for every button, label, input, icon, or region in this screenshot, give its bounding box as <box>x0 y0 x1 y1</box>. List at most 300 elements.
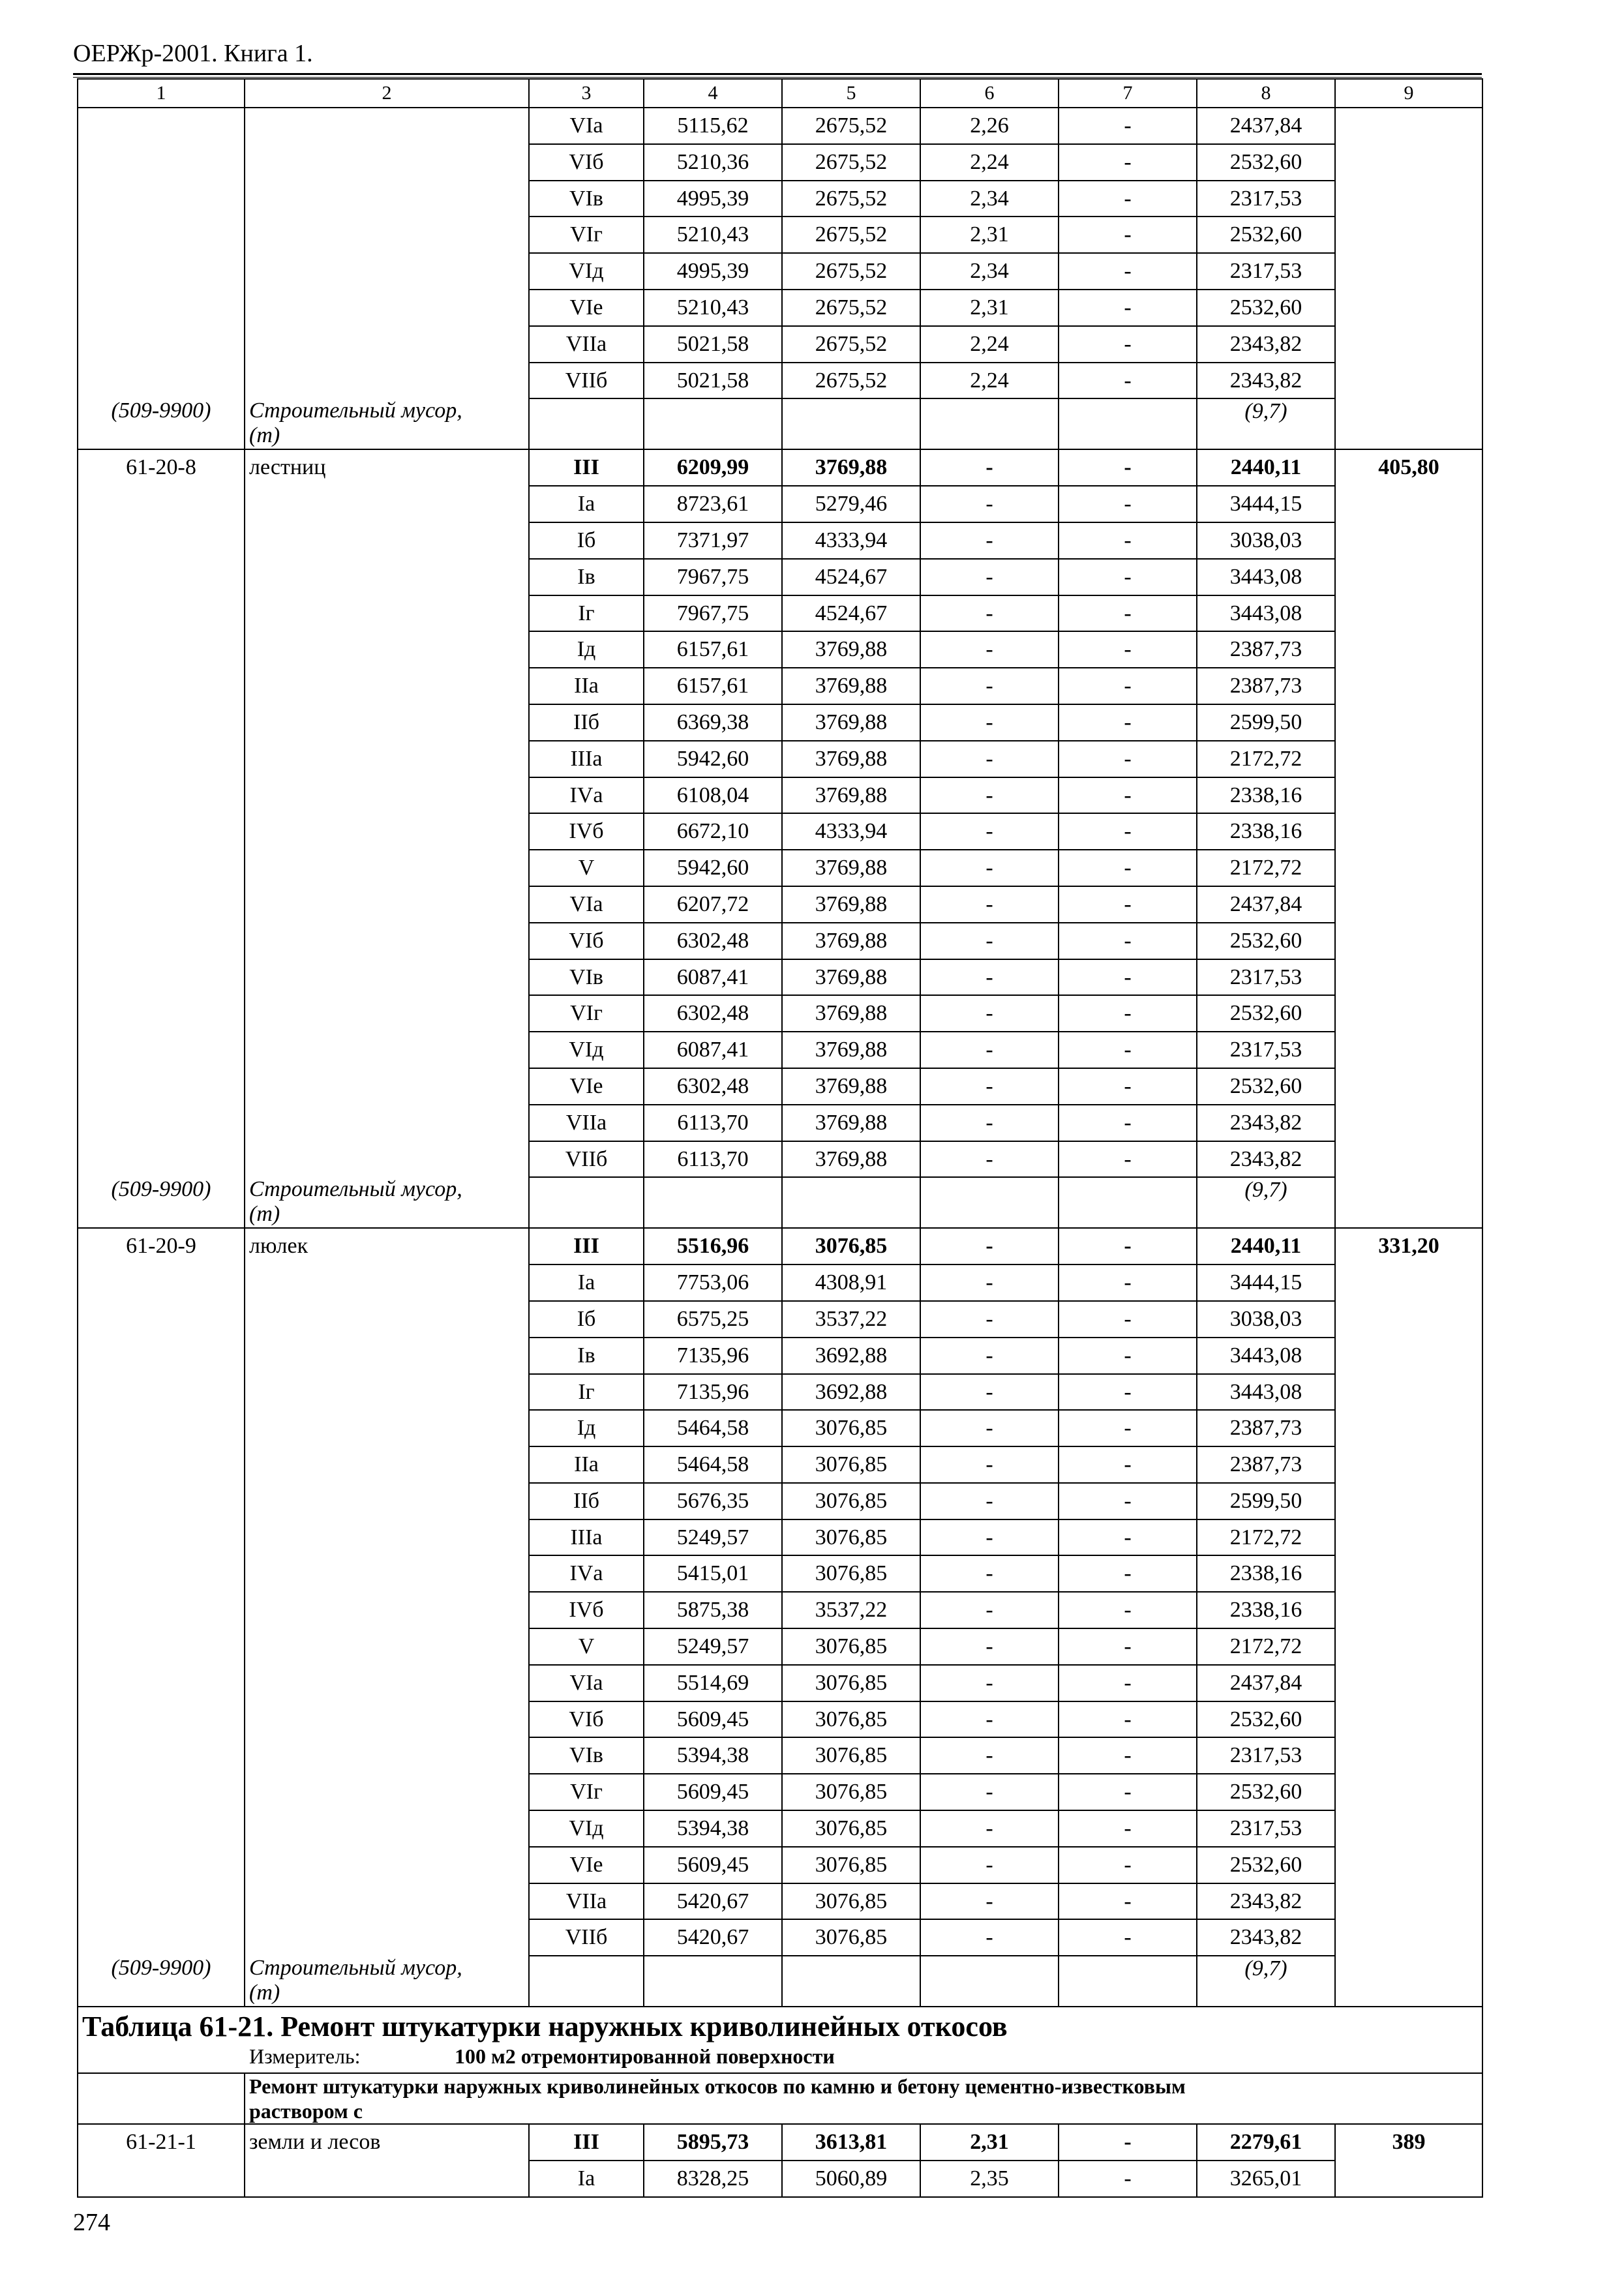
value-cell: 2532,60 <box>1197 290 1335 326</box>
value-cell: 3769,88 <box>782 1068 920 1105</box>
value-cell: 4308,91 <box>782 1264 920 1301</box>
value-cell: 6157,61 <box>644 631 782 668</box>
table-row <box>78 1338 1482 1374</box>
empty-cell <box>78 253 245 290</box>
value-cell: 3076,85 <box>782 1228 920 1264</box>
value-cell: - <box>920 1068 1059 1105</box>
column-number: 9 <box>1335 79 1482 108</box>
value-cell: 5060,89 <box>782 2161 920 2197</box>
value-cell: 3076,85 <box>782 1701 920 1738</box>
value-cell: - <box>1059 486 1197 522</box>
zone-code: VIг <box>529 217 644 253</box>
value-cell: 6108,04 <box>644 777 782 814</box>
table-row <box>78 668 1482 704</box>
table-row <box>78 1374 1482 1411</box>
item-code: 61-20-9 <box>78 1228 245 1264</box>
table-61-21-description-row <box>78 2073 1482 2124</box>
value-cell: 5609,45 <box>644 1701 782 1738</box>
empty-cell <box>245 108 529 144</box>
empty-cell <box>1335 704 1482 741</box>
table-row <box>78 1519 1482 1556</box>
zone-code: VIб <box>529 1701 644 1738</box>
table-row <box>78 449 1482 486</box>
empty-cell <box>78 1264 245 1301</box>
value-cell: - <box>920 1701 1059 1738</box>
value-cell: 2,24 <box>920 363 1059 399</box>
empty-cell <box>245 668 529 704</box>
value-cell: 2,31 <box>920 217 1059 253</box>
empty-cell <box>1335 1555 1482 1592</box>
value-cell: 5394,38 <box>644 1810 782 1847</box>
empty-cell <box>1335 1410 1482 1446</box>
value-cell: 3769,88 <box>782 959 920 996</box>
table-row <box>78 1701 1482 1738</box>
empty-cell <box>1335 1301 1482 1338</box>
zone-code: IIIа <box>529 741 644 777</box>
value-cell: 4995,39 <box>644 253 782 290</box>
empty-cell <box>78 2073 245 2124</box>
trash-label <box>245 398 529 449</box>
value-cell: 8328,25 <box>644 2161 782 2197</box>
value-cell: 6672,10 <box>644 813 782 850</box>
rates-table <box>77 78 1483 2198</box>
value-cell: 5394,38 <box>644 1737 782 1774</box>
value-cell: 5514,69 <box>644 1665 782 1701</box>
empty-cell <box>78 886 245 923</box>
value-cell: - <box>1059 1483 1197 1519</box>
value-cell: - <box>1059 1883 1197 1920</box>
value-cell: - <box>920 559 1059 595</box>
value-cell: - <box>920 1555 1059 1592</box>
table-row <box>78 1301 1482 1338</box>
empty-cell <box>1059 398 1197 449</box>
table-row <box>78 144 1482 181</box>
value-cell: 5464,58 <box>644 1410 782 1446</box>
empty-cell <box>1335 253 1482 290</box>
value-cell: - <box>920 1810 1059 1847</box>
empty-cell <box>245 559 529 595</box>
empty-cell <box>1335 290 1482 326</box>
value-cell: - <box>920 449 1059 486</box>
table-61-21-description <box>245 2073 1482 2124</box>
value-cell: - <box>920 1628 1059 1665</box>
empty-cell <box>78 1105 245 1141</box>
zone-code: VIе <box>529 1847 644 1883</box>
table-row <box>78 2161 1482 2197</box>
value-cell: - <box>1059 959 1197 996</box>
empty-cell <box>1335 1665 1482 1701</box>
empty-cell <box>78 1701 245 1738</box>
value-cell: 5420,67 <box>644 1883 782 1920</box>
value-cell: 2338,16 <box>1197 813 1335 850</box>
empty-cell <box>78 1628 245 1665</box>
table-row <box>78 850 1482 886</box>
empty-cell <box>1335 1338 1482 1374</box>
value-cell: - <box>920 1301 1059 1338</box>
item-col9: 389 <box>1335 2124 1482 2161</box>
empty-cell <box>245 631 529 668</box>
value-cell: 5942,60 <box>644 741 782 777</box>
empty-cell <box>78 1446 245 1483</box>
empty-cell <box>245 923 529 959</box>
value-cell: - <box>920 704 1059 741</box>
trash-value: (9,7) <box>1197 398 1335 449</box>
empty-cell <box>782 398 920 449</box>
value-cell: 3443,08 <box>1197 559 1335 595</box>
value-cell: - <box>1059 290 1197 326</box>
value-cell: - <box>920 1264 1059 1301</box>
table-row <box>78 995 1482 1032</box>
value-cell: 7967,75 <box>644 595 782 632</box>
empty-cell <box>78 595 245 632</box>
zone-code: VIг <box>529 1774 644 1810</box>
value-cell: - <box>920 1883 1059 1920</box>
empty-cell <box>1335 1810 1482 1847</box>
value-cell: - <box>1059 326 1197 363</box>
table-row <box>78 741 1482 777</box>
value-cell: 3769,88 <box>782 850 920 886</box>
value-cell: - <box>1059 522 1197 559</box>
value-cell: 3769,88 <box>782 631 920 668</box>
value-cell: - <box>1059 631 1197 668</box>
table-row <box>78 1774 1482 1810</box>
empty-cell <box>78 1374 245 1411</box>
empty-cell <box>78 1665 245 1701</box>
value-cell: - <box>920 959 1059 996</box>
table-title: Таблица 61-21. Ремонт штукатурки наружных криволинейных откосов <box>82 2011 1008 2043</box>
value-cell: - <box>920 886 1059 923</box>
empty-cell <box>1335 850 1482 886</box>
zone-code: VIд <box>529 253 644 290</box>
value-cell: 3769,88 <box>782 1141 920 1178</box>
value-cell: 2599,50 <box>1197 1483 1335 1519</box>
value-cell: - <box>1059 668 1197 704</box>
table-61-21-header <box>78 2007 1482 2073</box>
empty-cell <box>78 1301 245 1338</box>
empty-cell <box>245 1483 529 1519</box>
empty-cell <box>78 668 245 704</box>
value-cell: - <box>920 1737 1059 1774</box>
empty-cell <box>1335 668 1482 704</box>
column-number: 4 <box>644 79 782 108</box>
empty-cell <box>245 2161 529 2197</box>
table-row <box>78 1737 1482 1774</box>
value-cell: 6113,70 <box>644 1105 782 1141</box>
value-cell: 5895,73 <box>644 2124 782 2161</box>
empty-cell <box>245 1628 529 1665</box>
empty-cell <box>644 1177 782 1228</box>
value-cell: 2532,60 <box>1197 1701 1335 1738</box>
empty-cell <box>78 777 245 814</box>
column-number: 1 <box>78 79 245 108</box>
value-cell: - <box>1059 1105 1197 1141</box>
empty-cell <box>78 2161 245 2197</box>
value-cell: 2599,50 <box>1197 704 1335 741</box>
value-cell: - <box>1059 850 1197 886</box>
zone-code: Iд <box>529 1410 644 1446</box>
table-row <box>78 1483 1482 1519</box>
value-cell: 7371,97 <box>644 522 782 559</box>
empty-cell <box>1335 631 1482 668</box>
zone-code: IIIа <box>529 1519 644 1556</box>
value-cell: - <box>1059 144 1197 181</box>
zone-code: Iд <box>529 631 644 668</box>
value-cell: 8723,61 <box>644 486 782 522</box>
empty-cell <box>1335 1737 1482 1774</box>
value-cell: - <box>1059 363 1197 399</box>
value-cell: 5420,67 <box>644 1919 782 1956</box>
empty-cell <box>245 1519 529 1556</box>
trash-code: (509-9900) <box>78 398 245 449</box>
empty-cell <box>1335 1068 1482 1105</box>
empty-cell <box>78 1555 245 1592</box>
value-cell: 2,31 <box>920 290 1059 326</box>
trash-label-line2: (т) <box>249 423 280 448</box>
empty-cell <box>245 1301 529 1338</box>
empty-cell <box>245 1847 529 1883</box>
empty-cell <box>1335 813 1482 850</box>
empty-cell <box>245 995 529 1032</box>
empty-cell <box>78 850 245 886</box>
value-cell: - <box>1059 1141 1197 1178</box>
zone-code: IVа <box>529 777 644 814</box>
trash-value: (9,7) <box>1197 1177 1335 1228</box>
zone-code: VIб <box>529 144 644 181</box>
empty-cell <box>1335 363 1482 399</box>
table-row <box>78 595 1482 632</box>
item-code: 61-21-1 <box>78 2124 245 2161</box>
empty-cell <box>1335 1919 1482 1956</box>
value-cell: 2532,60 <box>1197 1847 1335 1883</box>
empty-cell <box>78 959 245 996</box>
empty-cell <box>245 326 529 363</box>
value-cell: 4524,67 <box>782 559 920 595</box>
value-cell: 3076,85 <box>782 1483 920 1519</box>
value-cell: 3769,88 <box>782 1105 920 1141</box>
empty-cell <box>245 253 529 290</box>
value-cell: 2675,52 <box>782 253 920 290</box>
value-cell: 2,34 <box>920 253 1059 290</box>
empty-cell <box>245 144 529 181</box>
value-cell: 3076,85 <box>782 1774 920 1810</box>
value-cell: 7135,96 <box>644 1338 782 1374</box>
trash-label <box>245 1177 529 1228</box>
empty-cell <box>245 813 529 850</box>
empty-cell <box>78 1141 245 1178</box>
table-row <box>78 253 1482 290</box>
table-row <box>78 559 1482 595</box>
value-cell: 2343,82 <box>1197 1883 1335 1920</box>
table-row <box>78 326 1482 363</box>
zone-code: III <box>529 2124 644 2161</box>
value-cell: 2675,52 <box>782 181 920 217</box>
value-cell: 5249,57 <box>644 1628 782 1665</box>
value-cell: 3076,85 <box>782 1555 920 1592</box>
zone-code: IVа <box>529 1555 644 1592</box>
value-cell: 6302,48 <box>644 923 782 959</box>
empty-cell <box>245 850 529 886</box>
value-cell: 2532,60 <box>1197 217 1335 253</box>
empty-cell <box>1335 108 1482 144</box>
value-cell: - <box>1059 108 1197 144</box>
trash-row <box>78 1177 1482 1228</box>
value-cell: - <box>1059 1665 1197 1701</box>
value-cell: 2675,52 <box>782 326 920 363</box>
item-name: лестниц <box>245 449 529 486</box>
value-cell: 2437,84 <box>1197 886 1335 923</box>
value-cell: - <box>920 850 1059 886</box>
empty-cell <box>245 1446 529 1483</box>
empty-cell <box>1059 1177 1197 1228</box>
empty-cell <box>78 1737 245 1774</box>
table-row <box>78 108 1482 144</box>
empty-cell <box>245 522 529 559</box>
empty-cell <box>78 1810 245 1847</box>
empty-cell <box>78 1410 245 1446</box>
empty-cell <box>920 1956 1059 2007</box>
value-cell: 2440,11 <box>1197 1228 1335 1264</box>
zone-code: VIв <box>529 181 644 217</box>
zone-code: IIб <box>529 1483 644 1519</box>
empty-cell <box>1335 181 1482 217</box>
zone-code: VIIа <box>529 1105 644 1141</box>
value-cell: - <box>920 1519 1059 1556</box>
value-cell: - <box>1059 449 1197 486</box>
empty-cell <box>245 1068 529 1105</box>
table-row <box>78 1141 1482 1178</box>
trash-label-line1: Строительный мусор, <box>249 1177 462 1202</box>
value-cell: 2532,60 <box>1197 995 1335 1032</box>
value-cell: - <box>1059 217 1197 253</box>
value-cell: - <box>920 1592 1059 1628</box>
value-cell: 3076,85 <box>782 1410 920 1446</box>
value-cell: 3537,22 <box>782 1301 920 1338</box>
zone-code: IVб <box>529 813 644 850</box>
value-cell: 3613,81 <box>782 2124 920 2161</box>
value-cell: 2279,61 <box>1197 2124 1335 2161</box>
value-cell: 2,24 <box>920 326 1059 363</box>
empty-cell <box>1335 1883 1482 1920</box>
table-row <box>78 959 1482 996</box>
empty-cell <box>245 741 529 777</box>
value-cell: - <box>920 1665 1059 1701</box>
meter-value: 100 м2 отремонтированной поверхности <box>455 2044 835 2069</box>
value-cell: 3769,88 <box>782 777 920 814</box>
zone-code: VIе <box>529 1068 644 1105</box>
empty-cell <box>78 486 245 522</box>
empty-cell <box>1335 1519 1482 1556</box>
value-cell: 3076,85 <box>782 1446 920 1483</box>
value-cell: 2172,72 <box>1197 850 1335 886</box>
empty-cell <box>1335 1105 1482 1141</box>
item-name: люлек <box>245 1228 529 1264</box>
empty-cell <box>1335 886 1482 923</box>
value-cell: 3769,88 <box>782 923 920 959</box>
item-col9: 405,80 <box>1335 449 1482 486</box>
value-cell: 2317,53 <box>1197 253 1335 290</box>
value-cell: 3769,88 <box>782 886 920 923</box>
value-cell: 7135,96 <box>644 1374 782 1411</box>
value-cell: - <box>1059 741 1197 777</box>
value-cell: 3444,15 <box>1197 1264 1335 1301</box>
empty-cell <box>245 1374 529 1411</box>
trash-value: (9,7) <box>1197 1956 1335 2007</box>
value-cell: - <box>920 741 1059 777</box>
empty-cell <box>245 886 529 923</box>
empty-cell <box>1335 1483 1482 1519</box>
value-cell: 4995,39 <box>644 181 782 217</box>
value-cell: 6113,70 <box>644 1141 782 1178</box>
value-cell: 3076,85 <box>782 1810 920 1847</box>
trash-row <box>78 398 1482 449</box>
value-cell: 3076,85 <box>782 1665 920 1701</box>
value-cell: - <box>920 595 1059 632</box>
value-cell: - <box>920 1338 1059 1374</box>
empty-cell <box>245 1555 529 1592</box>
value-cell: 2532,60 <box>1197 1774 1335 1810</box>
empty-cell <box>245 1032 529 1068</box>
empty-cell <box>78 1483 245 1519</box>
value-cell: 2387,73 <box>1197 1410 1335 1446</box>
table-row <box>78 1446 1482 1483</box>
empty-cell <box>529 1956 644 2007</box>
value-cell: - <box>1059 559 1197 595</box>
value-cell: 3076,85 <box>782 1883 920 1920</box>
empty-cell <box>245 1592 529 1628</box>
zone-code: III <box>529 1228 644 1264</box>
zone-code: VIд <box>529 1032 644 1068</box>
empty-cell <box>920 398 1059 449</box>
empty-cell <box>78 813 245 850</box>
column-number: 5 <box>782 79 920 108</box>
value-cell: 4333,94 <box>782 813 920 850</box>
table-row <box>78 704 1482 741</box>
empty-cell <box>1335 923 1482 959</box>
value-cell: - <box>920 777 1059 814</box>
table-row <box>78 1032 1482 1068</box>
value-cell: 5942,60 <box>644 850 782 886</box>
value-cell: 2343,82 <box>1197 326 1335 363</box>
empty-cell <box>78 559 245 595</box>
value-cell: - <box>1059 777 1197 814</box>
value-cell: - <box>1059 1228 1197 1264</box>
value-cell: 2343,82 <box>1197 363 1335 399</box>
value-cell: 3692,88 <box>782 1374 920 1411</box>
value-cell: 5279,46 <box>782 486 920 522</box>
value-cell: 2675,52 <box>782 217 920 253</box>
zone-code: VIIб <box>529 1919 644 1956</box>
value-cell: - <box>1059 995 1197 1032</box>
value-cell: 2172,72 <box>1197 1519 1335 1556</box>
empty-cell <box>1059 1956 1197 2007</box>
value-cell: - <box>1059 181 1197 217</box>
item-name: земли и лесов <box>245 2124 529 2161</box>
value-cell: 3443,08 <box>1197 1338 1335 1374</box>
zone-code: Iа <box>529 1264 644 1301</box>
value-cell: - <box>1059 923 1197 959</box>
empty-cell <box>245 217 529 253</box>
empty-cell <box>1335 486 1482 522</box>
table-row <box>78 813 1482 850</box>
zone-code: Iа <box>529 486 644 522</box>
zone-code: Iв <box>529 1338 644 1374</box>
empty-cell <box>245 363 529 399</box>
value-cell: 3769,88 <box>782 995 920 1032</box>
empty-cell <box>78 181 245 217</box>
zone-code: Iб <box>529 1301 644 1338</box>
value-cell: 3076,85 <box>782 1847 920 1883</box>
value-cell: - <box>1059 704 1197 741</box>
